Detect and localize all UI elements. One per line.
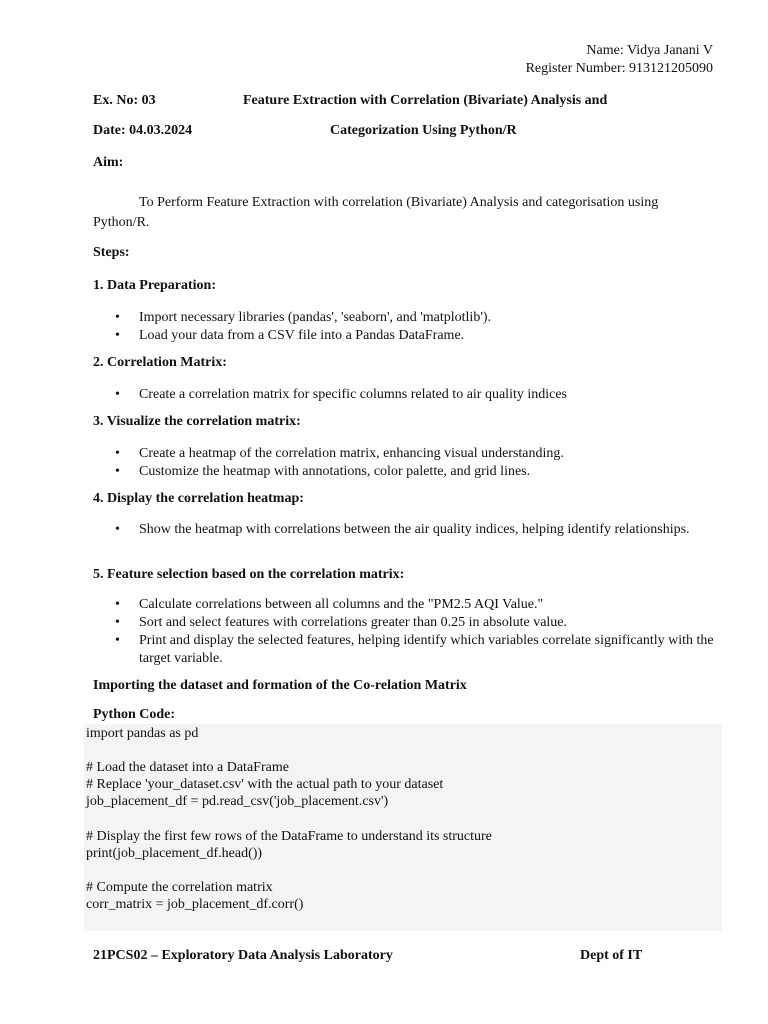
list-item: • Import necessary libraries (pandas', 'seaborn', and 'matplotlib'). bbox=[93, 309, 715, 327]
exercise-date: Date: 04.03.2024 bbox=[93, 123, 193, 138]
footer-dept: Dept of IT bbox=[580, 948, 643, 963]
aim-text-line1: To Perform Feature Extraction with correlation (Bivariate) Analysis and categorisation using bbox=[139, 195, 659, 210]
code-line: import pandas as pd bbox=[86, 726, 199, 741]
aim-text bbox=[93, 193, 715, 233]
list-item: • Create a correlation matrix for specific columns related to air quality indices bbox=[93, 386, 715, 404]
step-4-title: 4. Display the correlation heatmap: bbox=[93, 491, 304, 506]
importing-heading: Importing the dataset and formation of the Co-relation Matrix bbox=[93, 678, 467, 693]
footer-course: 21PCS02 – Exploratory Data Analysis Laboratory bbox=[93, 948, 393, 963]
exercise-title-line1: Feature Extraction with Correlation (Bivariate) Analysis and bbox=[243, 93, 608, 108]
aim-text-line2: Python/R. bbox=[93, 215, 150, 230]
step-2-title: 2. Correlation Matrix: bbox=[93, 355, 227, 370]
step-1-list bbox=[93, 309, 715, 345]
list-item: • Calculate correlations between all columns and the "PM2.5 AQI Value." bbox=[93, 596, 715, 614]
step-2-list bbox=[93, 386, 715, 404]
list-item: • Show the heatmap with correlations between the air quality indices, helping identify relationships. bbox=[93, 521, 715, 539]
step-4-list bbox=[93, 521, 715, 539]
list-item: • Print and display the selected features, helping identify which variables correlate significantly with the target variable. bbox=[93, 632, 715, 668]
list-item: • Load your data from a CSV file into a Pandas DataFrame. bbox=[93, 327, 715, 345]
code-line: corr_matrix = job_placement_df.corr() bbox=[86, 897, 304, 912]
step-5-list bbox=[93, 596, 715, 668]
register-number: Register Number: 913121205090 bbox=[525, 61, 713, 76]
list-item: • Create a heatmap of the correlation matrix, enhancing visual understanding. bbox=[93, 445, 715, 463]
steps-heading: Steps: bbox=[93, 245, 130, 260]
exercise-number: Ex. No: 03 bbox=[93, 93, 156, 108]
python-code-heading: Python Code: bbox=[93, 707, 176, 722]
exercise-title-line2: Categorization Using Python/R bbox=[330, 123, 517, 138]
step-3-list bbox=[93, 445, 715, 481]
code-line: # Compute the correlation matrix bbox=[86, 880, 273, 895]
step-3-title: 3. Visualize the correlation matrix: bbox=[93, 414, 301, 429]
code-line: print(job_placement_df.head()) bbox=[86, 846, 263, 861]
code-line: job_placement_df = pd.read_csv('job_placement.csv') bbox=[86, 794, 389, 809]
code-line: # Load the dataset into a DataFrame bbox=[86, 760, 289, 775]
step-5-title: 5. Feature selection based on the correlation matrix: bbox=[93, 567, 405, 582]
student-name: Name: Vidya Janani V bbox=[586, 43, 713, 58]
list-item: • Sort and select features with correlations greater than 0.25 in absolute value. bbox=[93, 614, 715, 632]
list-item: • Customize the heatmap with annotations, color palette, and grid lines. bbox=[93, 463, 715, 481]
code-block bbox=[84, 724, 722, 931]
step-1-title: 1. Data Preparation: bbox=[93, 278, 216, 293]
code-line: # Display the first few rows of the DataFrame to understand its structure bbox=[86, 829, 492, 844]
code-line: # Replace 'your_dataset.csv' with the actual path to your dataset bbox=[86, 777, 444, 792]
aim-heading: Aim: bbox=[93, 155, 124, 170]
